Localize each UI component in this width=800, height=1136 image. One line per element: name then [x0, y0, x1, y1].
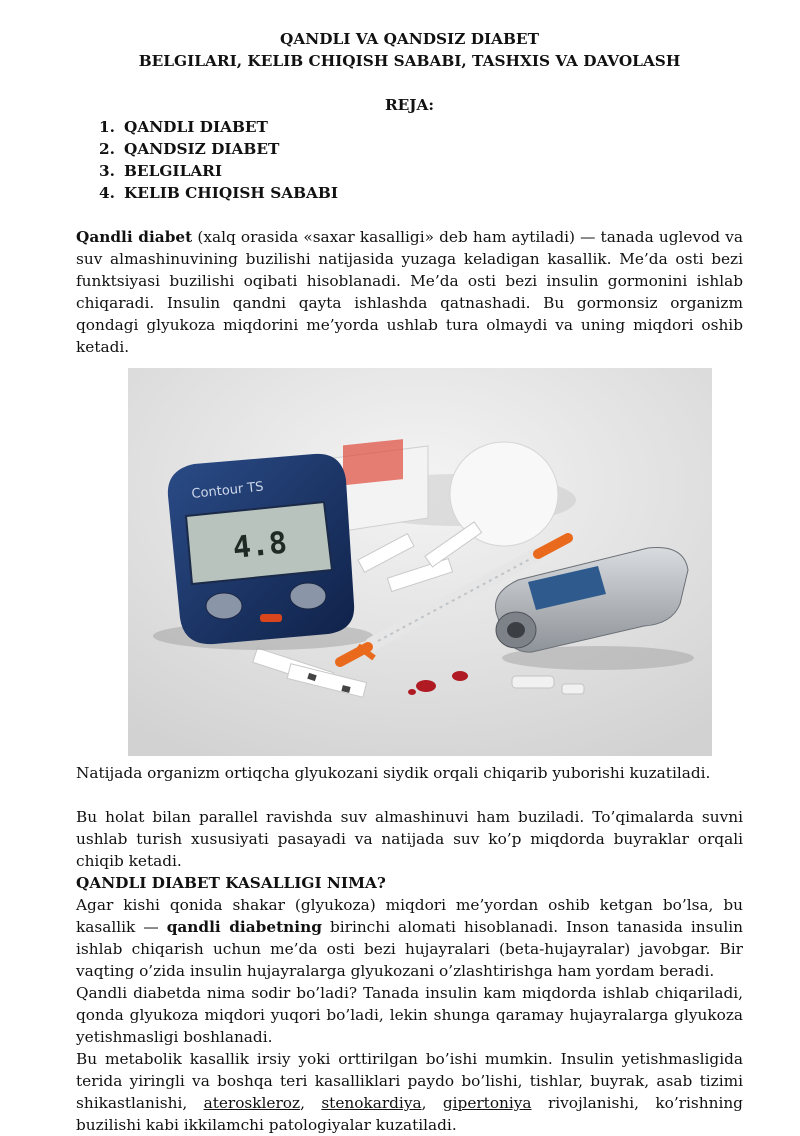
- separator: ,: [421, 1094, 443, 1112]
- plan-item: [99, 182, 743, 204]
- plan-item-label: KELIB CHIQISH SABABI: [124, 184, 339, 202]
- plan-item-label: BELGILARI: [124, 162, 223, 180]
- plan-item-label: QANDSIZ DIABET: [124, 140, 280, 158]
- plan-item: [99, 160, 743, 182]
- plan-item-label: QANDLI DIABET: [124, 118, 268, 136]
- water-metabolism-paragraph: Bu holat bilan parallel ravishda suv almashinuvi ham buziladi. To’qimalarda suvni ushlab turish xususiyati pasayadi va natijada suv ko’p miqdorda buyraklar orqali chiqib ketadi.: [76, 808, 743, 870]
- complications-text-start: Bu metabolik kasallik irsiy yoki orttirilgan bo’ishi mumkin. Insulin yetishmasligida terida yiringli va boshqa teri kasalliklari paydo bo’lishi, tishlar, buyrak, asab tizimi shikastlanishi,: [76, 1050, 743, 1112]
- section-heading: QANDLI DIABET KASALLIGI NIMA?: [76, 874, 386, 892]
- link-gipertoniya[interactable]: gipertoniya: [442, 1094, 532, 1112]
- plan-item-number: 1.: [99, 118, 115, 136]
- plan-heading: REJA:: [384, 96, 435, 114]
- definition-text-end: birinchi alomati hisoblanadi. Inson tanasida insulin ishlab chiqarish uchun me’da osti bezi hujayralari (beta-hujayralar) javobgar. Bir vaqting o’zida insulin hujayralarga glyukozani o’zlashtirishga ham yordam beradi.: [76, 918, 743, 980]
- meter-brand-label: Contour TS: [190, 479, 265, 502]
- plan-item-number: 2.: [99, 140, 115, 158]
- meter-reading: 4.8: [231, 525, 289, 566]
- after-image-paragraph: Natijada organizm ortiqcha glyukozani siydik orqali chiqarib yuborishi kuzatiladi.: [76, 764, 711, 782]
- complications-text-end: rivojlanishi, ko’rishning buzilishi kabi ikkilamchi patologiyalar kuzatiladi.: [76, 1094, 743, 1134]
- glucose-meter: [153, 454, 373, 650]
- plan-item: [99, 138, 743, 160]
- link-ateroskleroz[interactable]: ateroskleroz: [203, 1094, 301, 1112]
- plan-item-number: 3.: [99, 162, 115, 180]
- plan-list: [76, 116, 743, 204]
- definition-term: qandli diabetning: [166, 918, 322, 936]
- separator: ,: [300, 1094, 322, 1112]
- link-stenokardiya[interactable]: stenokardiya: [321, 1094, 422, 1112]
- document-page: [76, 28, 743, 1136]
- what-happens-paragraph: Qandli diabetda nima sodir bo’ladi? Tanada insulin kam miqdorda ishlab chiqariladi, qonda glyukoza miqdori yuqori bo’ladi, lekin shunga qaramay hujayralarga glyukoza yetishmasligi boshlanadi.: [76, 984, 743, 1046]
- doc-title-line2: BELGILARI, KELIB CHIQISH SABABI, TASHXIS VA DAVOLASH: [138, 52, 681, 70]
- definition-paragraph: [76, 894, 743, 982]
- doc-title-line1: QANDLI VA QANDSIZ DIABET: [280, 30, 539, 48]
- intro-paragraph: [76, 226, 743, 358]
- intro-text: (xalq orasida «saxar kasalligi» deb ham aytiladi) — tanada uglevod va suv almashinuvining buzilishi natijasida yuzaga keladigan kasallik. Me’da osti bezi funktsiyasi buzilishi oqibati hisoblanadi. Me’da osti bezi insulin gormonini ishlab chiqaradi. Insulin qandni qayta ishlashda qatnashadi. Bu gormonsiz organizm qondagi glyukoza miqdorini me’yorda ushlab tura olmaydi va uning miqdori oshib ketadi.: [76, 228, 743, 356]
- definition-text-start: Agar kishi qonida shakar (glyukoza) miqdori me’yordan oshib ketgan bo’lsa, bu kasallik —: [76, 896, 743, 936]
- diabetes-kit-photo: [128, 368, 712, 756]
- plan-item-number: 4.: [99, 184, 115, 202]
- plan-item: [99, 116, 743, 138]
- complications-paragraph: [76, 1048, 743, 1136]
- intro-term: Qandli diabet: [76, 228, 193, 246]
